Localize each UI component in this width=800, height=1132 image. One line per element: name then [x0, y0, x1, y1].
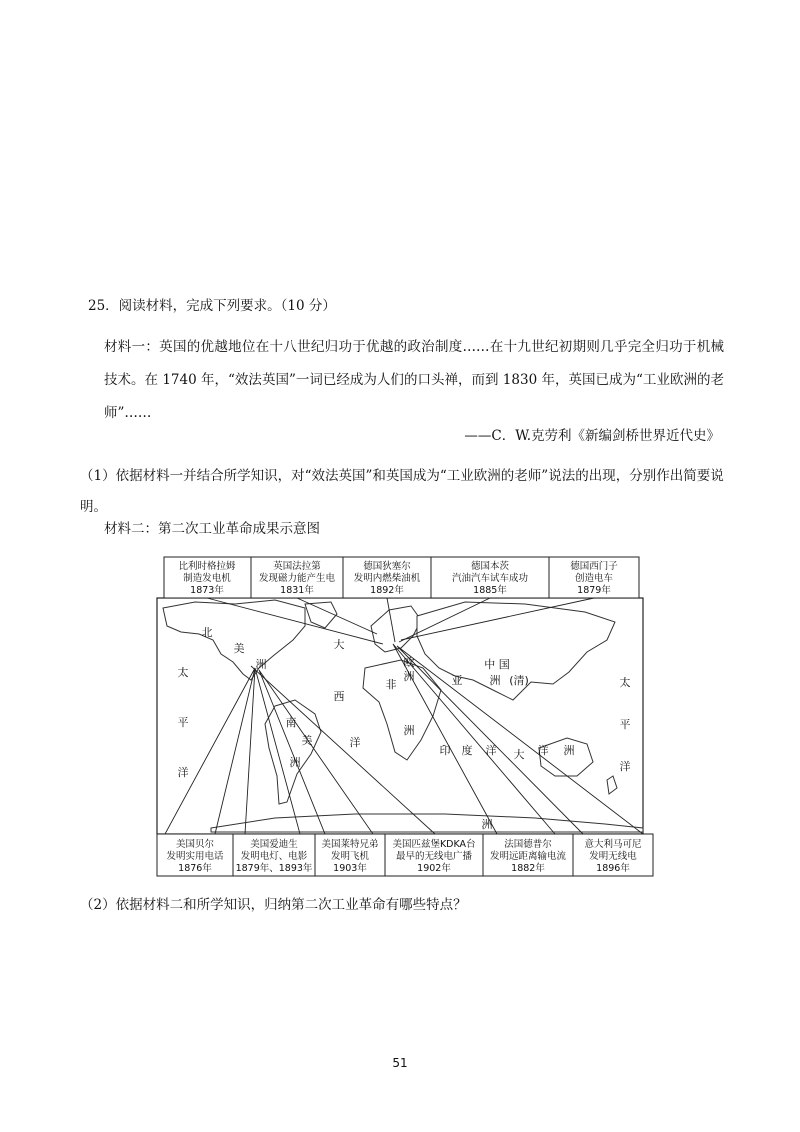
label-yang-indian: 洋	[485, 744, 497, 757]
top-box-1-year: 1873年	[190, 585, 224, 596]
label-xi: 西	[333, 690, 345, 703]
top-box-5-line2: 创造电车	[574, 573, 614, 584]
material-two-title: 材料二：第二次工业革命成果示意图	[104, 521, 320, 537]
label-yang-oceania: 洋	[537, 744, 549, 757]
bottom-box-6-line2: 发明无线电	[589, 851, 637, 862]
top-box-3-line1: 德国狄塞尔	[363, 561, 411, 572]
bottom-box-6-year: 1896年	[596, 863, 630, 874]
top-box-4-line2: 汽油汽车试车成功	[451, 573, 529, 584]
bottom-box-4-line2: 最早的无线电广播	[395, 851, 473, 862]
label-mei-north: 美	[233, 642, 245, 655]
label-yin: 印	[439, 744, 451, 757]
bottom-box-2-year: 1879年、1893年	[235, 863, 313, 874]
label-du: 度	[461, 744, 473, 757]
label-ou: 欧	[403, 656, 415, 669]
label-zhou-oceania: 洲	[563, 744, 575, 757]
top-box-4-line1: 德国本茨	[470, 561, 510, 572]
top-box-1-line1: 比利时格拉姆	[178, 561, 236, 572]
question-title: 25．阅读材料，完成下列要求。（10 分）	[88, 298, 336, 314]
label-zhou-europe: 洲	[403, 670, 415, 683]
label-da-oceania: 大	[513, 748, 525, 761]
label-yang-atlantic: 洋	[349, 736, 361, 749]
label-tai-right: 太	[619, 676, 631, 689]
page-number: 51	[392, 1056, 408, 1070]
industrial-revolution-map	[155, 556, 655, 878]
material-one: 材料一：英国的优越地位在十八世纪归功于优越的政治制度……在十九世纪初期则几乎完全归功于机械技术。在 1740 年，“效法英国”一词已经成为人们的口头禅，而到 1830 年，英国已成为“工业欧洲的老师”……	[104, 339, 724, 421]
top-box-1-line2: 制造发电机	[183, 573, 231, 584]
top-box-2-year: 1831年	[280, 585, 314, 596]
label-fei: 非	[385, 678, 397, 691]
label-nan: 南	[285, 716, 297, 729]
top-box-2-line2: 发现磁力能产生电	[258, 573, 336, 584]
top-box-3-line2: 发明内燃柴油机	[353, 573, 421, 584]
bottom-box-2-line1: 美国爱迪生	[250, 839, 298, 850]
top-box-5-year: 1879年	[577, 585, 611, 596]
label-tai-left: 太	[177, 666, 189, 679]
bottom-box-3-year: 1903年	[333, 863, 367, 874]
sub-question-1: （1）依据材料一并结合所学知识，对“效法英国”和英国成为“工业欧洲的老师”说法的出现，分别作出简要说明。	[80, 468, 724, 515]
label-ping-left: 平	[177, 716, 189, 729]
label-yang-left: 洋	[177, 766, 189, 779]
label-zhou-antarctica: 洲	[481, 818, 493, 831]
top-box-3-year: 1892年	[370, 585, 404, 596]
label-zhou-north: 洲	[255, 658, 267, 671]
top-box-4-year: 1885年	[473, 585, 507, 596]
label-zhongguo: 中 国	[484, 658, 510, 671]
bottom-box-4-line1: 美国匹兹堡KDKA台	[392, 839, 476, 850]
label-zhou-africa: 洲	[403, 724, 415, 737]
top-box-5-line1: 德国西门子	[570, 561, 618, 572]
bottom-box-5-line2: 发明远距离输电流	[489, 851, 567, 862]
bottom-box-1-year: 1876年	[178, 863, 212, 874]
bottom-box-4-year: 1902年	[417, 863, 451, 874]
label-zhou-south: 洲	[289, 756, 301, 769]
label-da: 大	[333, 638, 345, 651]
bottom-box-1-line1: 美国贝尔	[175, 839, 215, 850]
label-zhou-asia: 洲	[489, 674, 501, 687]
label-mei-south: 美	[301, 734, 313, 747]
bottom-box-2-line2: 发明电灯、电影	[240, 851, 308, 862]
top-box-2-line1: 英国法拉第	[273, 561, 321, 572]
label-bei: 北	[201, 626, 213, 639]
bottom-box-6-line1: 意大利马可尼	[584, 839, 642, 850]
bottom-box-1-line2: 发明实用电话	[166, 851, 224, 862]
bottom-box-3-line2: 发明飞机	[330, 851, 370, 862]
bottom-box-3-line1: 美国莱特兄弟	[321, 839, 379, 850]
citation: ——C．W.克劳利《新编剑桥世界近代史》	[464, 428, 720, 444]
sub-question-2: （2）依据材料二和所学知识，归纳第二次工业革命有哪些特点？	[80, 897, 467, 913]
label-ya: 亚	[451, 674, 463, 687]
label-qing: (清)	[509, 674, 529, 687]
bottom-box-5-year: 1882年	[511, 863, 545, 874]
bottom-box-5-line1: 法国德普尔	[504, 839, 552, 850]
label-yang-right: 洋	[619, 760, 631, 773]
label-ping-right: 平	[619, 718, 631, 731]
